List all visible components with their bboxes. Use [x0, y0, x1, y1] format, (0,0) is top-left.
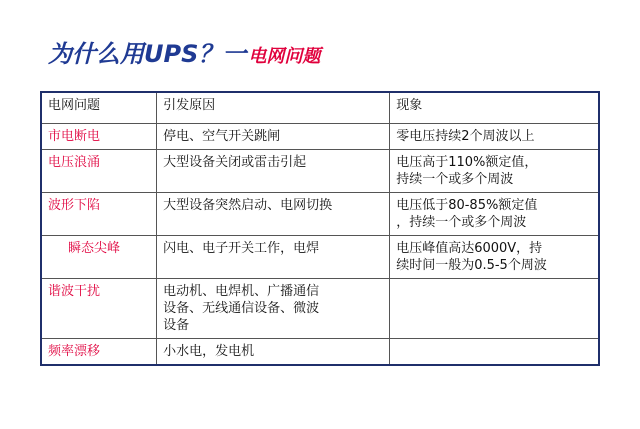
- cause-cell: 电动机、电焊机、广播通信 设备、无线通信设备、微波 设备: [157, 279, 390, 339]
- phenomenon-cell: 电压低于80-85%额定值 ，持续一个或多个周波: [390, 193, 599, 236]
- cause-cell: 停电、空气开关跳闸: [157, 124, 390, 150]
- cause-cell: 闪电、电子开关工作，电焊: [157, 236, 390, 279]
- page-title: [48, 34, 320, 69]
- header-issue: 电网问题: [41, 92, 157, 124]
- cause-cell: 大型设备突然启动、电网切换: [157, 193, 390, 236]
- issue-cell: 频率漂移: [41, 339, 157, 366]
- issue-cell: 市电断电: [41, 124, 157, 150]
- table-row: [41, 193, 599, 236]
- cause-cell: 大型设备关闭或雷击引起: [157, 150, 390, 193]
- issue-cell: 瞬态尖峰: [41, 236, 157, 279]
- issue-cell: 波形下陷: [41, 193, 157, 236]
- grid-problems-table: [40, 91, 600, 366]
- phenomenon-cell: 零电压持续2个周波以上: [390, 124, 599, 150]
- header-cause: 引发原因: [157, 92, 390, 124]
- table-row: [41, 339, 599, 366]
- issue-cell: 电压浪涌: [41, 150, 157, 193]
- table-row: [41, 236, 599, 279]
- table-header-row: [41, 92, 599, 124]
- cause-cell: 小水电，发电机: [157, 339, 390, 366]
- table-row: [41, 279, 599, 339]
- title-subtitle: 电网问题: [248, 46, 321, 67]
- table-row: [41, 124, 599, 150]
- phenomenon-cell: [390, 279, 599, 339]
- phenomenon-cell: [390, 339, 599, 366]
- table-row: [41, 150, 599, 193]
- title-main: 为什么用UPS？一: [48, 40, 247, 68]
- phenomenon-cell: 电压高于110%额定值， 持续一个或多个周波: [390, 150, 599, 193]
- header-phenomenon: 现象: [390, 92, 599, 124]
- phenomenon-cell: 电压峰值高达6000V，持 续时间一般为0.5-5个周波: [390, 236, 599, 279]
- issue-cell: 谐波干扰: [41, 279, 157, 339]
